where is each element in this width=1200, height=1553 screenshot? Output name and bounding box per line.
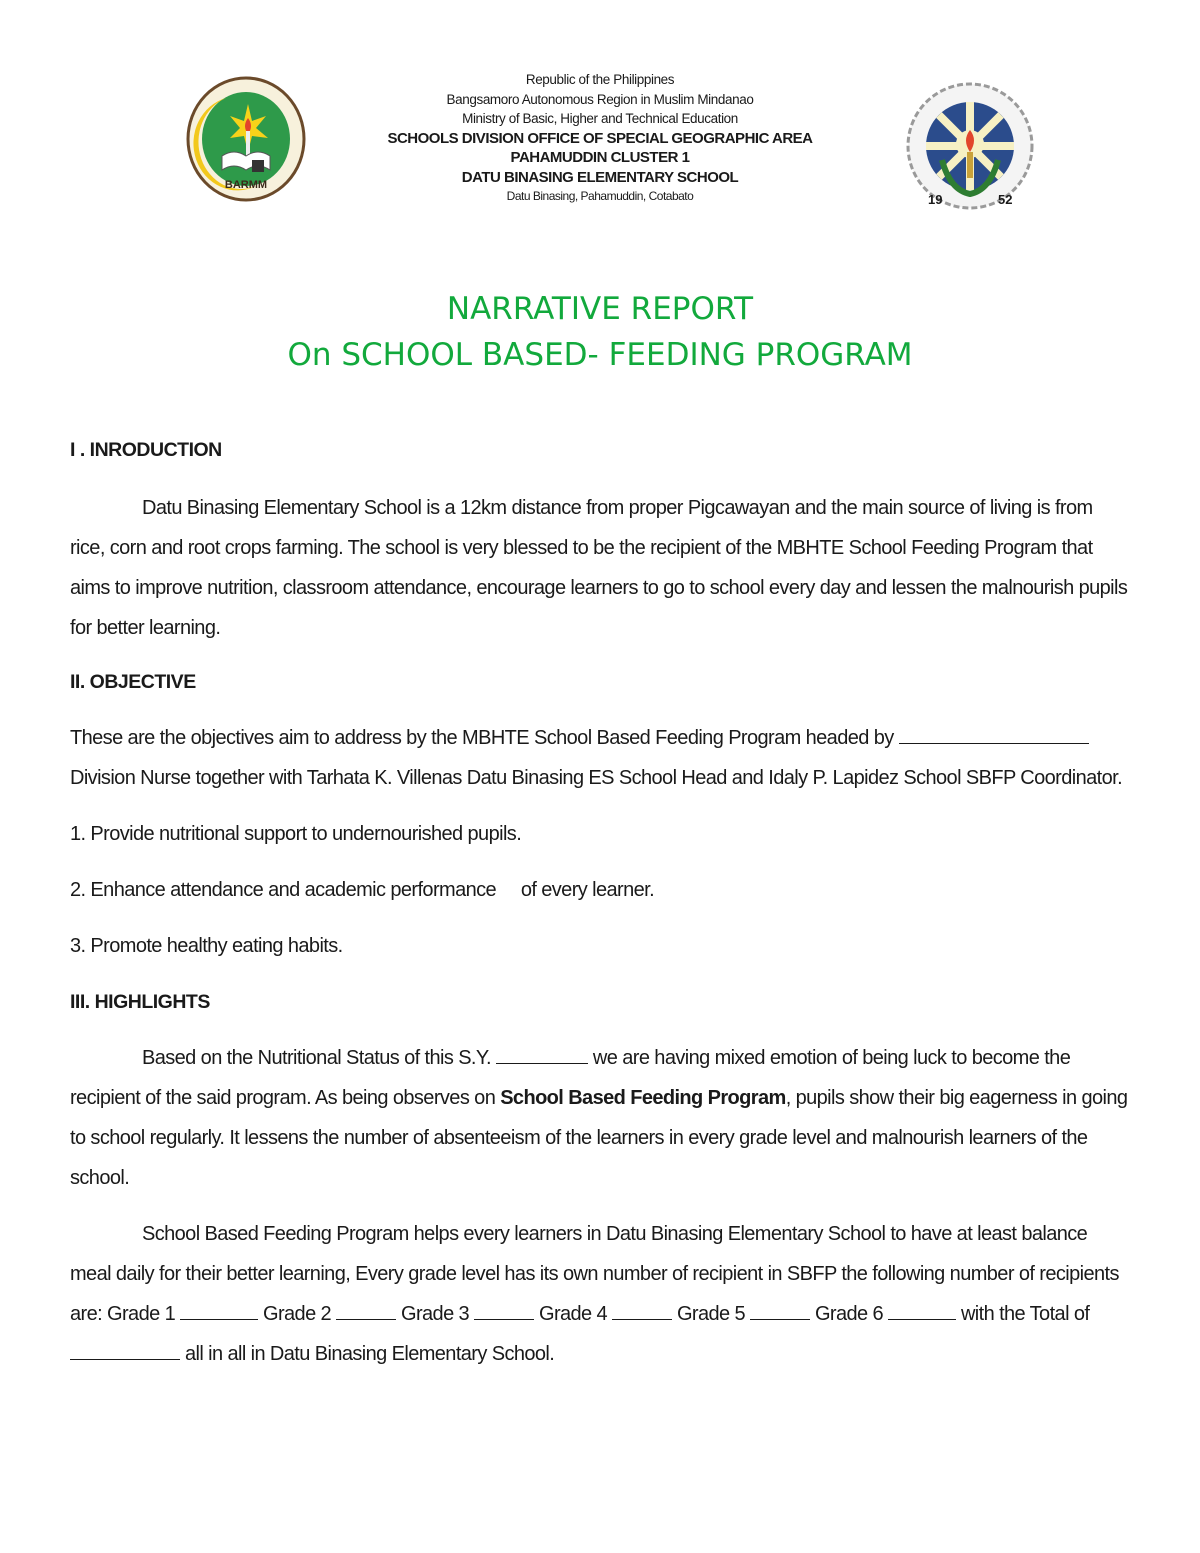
- objective-intro: [70, 718, 1130, 798]
- school-seal-icon: [898, 80, 1042, 212]
- grade-2-label: Grade 2: [258, 1303, 337, 1325]
- report-title: [0, 286, 1200, 378]
- title-line-1: NARRATIVE REPORT: [446, 291, 754, 327]
- svg-text:BARMM: BARMM: [224, 179, 268, 191]
- school-year-blank: [496, 1046, 588, 1064]
- school-name-line: DATU BINASING ELEMENTARY SCHOOL: [461, 168, 739, 186]
- grade-5-label: Grade 5: [672, 1303, 750, 1325]
- address-line: Datu Binasing, Pahamuddin, Cotabato: [506, 189, 694, 203]
- grade-6-blank: [888, 1302, 956, 1320]
- grade-2-blank: [336, 1302, 396, 1320]
- grade-5-blank: [750, 1302, 810, 1320]
- highlights-paragraph-1: [70, 1038, 1130, 1198]
- grade-6-label: Grade 6: [810, 1303, 888, 1325]
- letterhead: [0, 70, 1200, 230]
- grade-3-label: Grade 3: [396, 1303, 475, 1325]
- title-line-2: On SCHOOL BASED- FEEDING PROGRAM: [287, 337, 913, 373]
- objective-item-1: 1. Provide nutritional support to undernourished pupils.: [70, 823, 522, 845]
- highlights-text: we are having mixed emotion of being luck to become the recipient of the said program. As being observes on: [70, 1047, 1071, 1109]
- objective-intro-text-cont: Division Nurse together with Tarhata K. Villenas Datu Binasing ES School Head and Idaly P. Lapidez School SBFP Coordinator.: [70, 767, 1123, 789]
- highlights-text: Based on the Nutritional Status of this S.Y.: [142, 1047, 496, 1069]
- highlights-text: , pupils show their big eagerness in going to school regularly. It lessens the number of absenteeism of the learners in every grade level and malnourish learners of the school.: [70, 1087, 1128, 1189]
- introduction-heading: I . INRODUCTION: [70, 439, 222, 461]
- region-line: Bangsamoro Autonomous Region in Muslim Mindanao: [446, 91, 754, 107]
- svg-text:52: 52: [998, 192, 1013, 207]
- letterhead-text: [300, 70, 900, 207]
- highlights-text: School Based Feeding Program helps every learners in Datu Binasing Elementary School to have at least balance meal daily for their better learning, Every grade level has its own number of recipient in SBFP the following number of recipients are:: [70, 1223, 1119, 1325]
- objective-item-3: 3. Promote healthy eating habits.: [70, 935, 343, 957]
- svg-text:19: 19: [928, 192, 943, 207]
- grade-3-blank: [474, 1302, 534, 1320]
- highlights-heading: III. HIGHLIGHTS: [70, 991, 210, 1013]
- country-line: Republic of the Philippines: [525, 72, 675, 87]
- objective-heading: II. OBJECTIVE: [70, 671, 196, 693]
- grade-4-blank: [612, 1302, 672, 1320]
- division-nurse-blank: [899, 726, 1089, 744]
- introduction-paragraph: Datu Binasing Elementary School is a 12km distance from proper Pigcawayan and the main source of living is from rice, corn and root crops farming. The school is very blessed to be the recipient of the MBHTE School Feeding Program that aims to improve nutrition, classroom attendance, encourage learners to go to school every day and lessen the malnourish pupils for better learning.: [70, 497, 1128, 639]
- objective-intro-text: These are the objectives aim to address by the MBHTE School Based Feeding Program headed by: [70, 727, 899, 749]
- highlights-bold-text: School Based Feeding Program: [500, 1087, 786, 1109]
- highlights-text: all in all in Datu Binasing Elementary School.: [180, 1343, 555, 1365]
- grade-1-label: Grade 1: [107, 1303, 181, 1325]
- highlights-text: with the Total of: [955, 1303, 1090, 1325]
- ministry-line: Ministry of Basic, Higher and Technical Education: [462, 111, 738, 126]
- cluster-line: PAHAMUDDIN CLUSTER 1: [510, 149, 690, 166]
- barmm-seal-icon: [186, 76, 306, 202]
- total-blank: [70, 1342, 180, 1360]
- objective-item-2: 2. Enhance attendance and academic performance of every learner.: [70, 879, 655, 901]
- division-office-line: SCHOOLS DIVISION OFFICE OF SPECIAL GEOGRAPHIC AREA: [387, 129, 813, 147]
- report-body: [70, 430, 1130, 1374]
- grade-1-blank: [180, 1302, 258, 1320]
- highlights-paragraph-2: [70, 1214, 1130, 1374]
- grade-4-label: Grade 4: [534, 1303, 613, 1325]
